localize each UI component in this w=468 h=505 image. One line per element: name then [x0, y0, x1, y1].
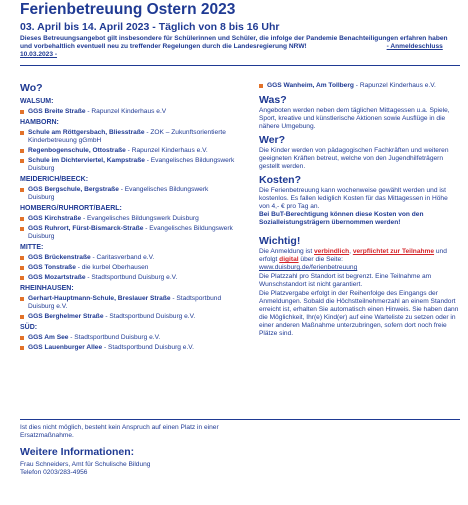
school-name: Regenbogenschule, Ottostraße [28, 147, 126, 154]
school-name: Schule am Röttgersbach, Bliesstraße [28, 129, 145, 136]
list-item [20, 334, 235, 342]
contact-line-2: Telefon 0203/283-4956 [20, 469, 88, 476]
wichtig-text-c: und erfolgt [259, 248, 447, 263]
district-heading: MEIDERICH/BEECK: [20, 176, 89, 183]
location-entry [28, 147, 208, 155]
location-entry [28, 274, 177, 282]
list-item [20, 129, 235, 145]
district-heading: SÜD: [20, 324, 38, 331]
provider: - Evangelisches Bildungswerk Duisburg [28, 186, 209, 201]
list-item [20, 313, 235, 321]
school-name: GGS Brückenstraße [28, 254, 91, 261]
bullet-icon [20, 227, 24, 231]
provider: - Stadtsportbund Duisburg e.V. [28, 295, 222, 310]
bullet-icon [20, 188, 24, 192]
list-item [20, 344, 235, 352]
wo-heading: Wo? [20, 82, 43, 94]
wichtig-red-verbindlich: verbindlich [313, 248, 350, 255]
list-item [20, 264, 235, 272]
bullet-icon [20, 266, 24, 270]
location-sections [20, 98, 235, 352]
bullet-icon [20, 256, 24, 260]
top-divider [20, 65, 460, 66]
provider: - Rapunzel Kinderhaus e.V. [353, 82, 436, 89]
provider: - Stadtsportbund Duisburg e.V. [103, 313, 196, 320]
location-entry [28, 344, 194, 352]
wer-text: Die Kinder werden von pädagogischen Fachkräften und weiteren geeigneten Kräften betreut, welche von den Jugendhilfeträgern gestellt werden. [259, 147, 449, 170]
list-item [20, 274, 235, 282]
location-entry [28, 295, 235, 311]
provider: - Stadtsportbund Duisburg e.V. [68, 334, 161, 341]
school-name: GGS Kirchstraße [28, 215, 82, 222]
provider: - die kurbel Oberhausen [75, 264, 149, 271]
info-heading: Weitere Informationen: [20, 446, 135, 458]
location-entry [28, 334, 160, 342]
bullet-icon [20, 131, 24, 135]
provider: - Stadtsportbund Duisburg e.V. [102, 344, 194, 351]
school-name: GGS Berghelmer Straße [28, 313, 104, 320]
list-item [20, 295, 235, 311]
bottom-divider [20, 419, 460, 420]
location-entry [267, 82, 436, 90]
registration-deadline: - Anmeldeschluss 10.03.2023 - [20, 43, 443, 58]
bullet-icon [20, 276, 24, 280]
location-entry [28, 254, 154, 262]
bullet-icon [20, 315, 24, 319]
wichtig-red-digital: digital [279, 256, 299, 263]
date-subtitle: 03. April bis 14. April 2023 - Täglich von 8 bis 16 Uhr [20, 21, 280, 33]
bullet-icon [20, 159, 24, 163]
bullet-icon [20, 297, 24, 301]
page-title: Ferienbetreuung Ostern 2023 [20, 1, 236, 18]
intro-text: Dieses Betreuungsangebot gilt insbesondere für Schülerinnen und Schüler, die infolge der Pandemie Benachteiligungen erfahren haben und vorbehaltlich eventuell neu zu treffender Regelungen durch die Landesregierung NRW! [20, 35, 448, 50]
school-name: GGS Tonstraße [28, 264, 76, 271]
provider: - Evangelisches Bildungswerk Duisburg [81, 215, 199, 222]
district-heading: HOMBERG/RUHRORT/BAERL: [20, 205, 122, 212]
wichtig-paragraph-3: Die Platzvergabe erfolgt in der Reihenfolge des Eingangs der Anmeldungen. Sobald die Höchstteilnehmerzahl an einem Standort erreicht ist, erhalten Sie automatisch einen Hinweis. Sie haben dann die Möglichkeit, Ihr(e) Kind(er) auf eine Warteliste zu setzen oder in einer anderen Maßnahme unterzubringen, sofern dort noch freie Plätze sind. [259, 290, 459, 337]
list-item [20, 215, 235, 223]
kosten-text: Die Ferienbetreuung kann wochenweise gewählt werden und ist kostenlos. Es fallen lediglich Kosten für das Mittagessen in Höhe von 4,- € pro Tag an. [259, 187, 448, 210]
district-heading: RHEINHAUSEN: [20, 285, 74, 292]
contact-info [20, 461, 150, 477]
wichtig-text-b: , [349, 248, 353, 255]
bullet-icon [20, 217, 24, 221]
list-item [20, 108, 235, 116]
list-item [20, 225, 235, 241]
right-column [259, 80, 459, 338]
location-entry [28, 313, 195, 321]
district-heading: WALSUM: [20, 98, 54, 105]
provider: - Evangelisches Bildungswerk Duisburg [28, 225, 233, 240]
location-entry [28, 225, 235, 241]
location-entry [28, 108, 166, 116]
location-entry [28, 215, 199, 223]
intro-paragraph [20, 35, 460, 59]
school-name: GGS Breite Straße [28, 108, 86, 115]
wichtig-red-teilnahme: verpflichtet zur Teilnahme [352, 248, 435, 255]
provider: - Rapunzel Kinderhaus e.V [85, 108, 167, 115]
wichtig-paragraph-1 [259, 248, 459, 272]
school-name: GGS Ruhrort, Fürst-Bismarck-Straße [28, 225, 144, 232]
location-entry [28, 186, 235, 202]
location-entry [28, 157, 235, 173]
school-name: GGS Am See [28, 334, 69, 341]
was-text: Angeboten werden neben dem täglichen Mittagessen u.a. Spiele, Sport, kreative und künstlerische Aktionen sowie Ausflüge in die nähere Umgebung. [259, 107, 450, 130]
wichtig-heading: Wichtig! [259, 235, 301, 247]
location-entry [28, 129, 235, 145]
list-item [20, 157, 235, 173]
provider: - Caritasverband e.V. [90, 254, 155, 261]
bullet-icon [20, 336, 24, 340]
kosten-bold-text: Bei BuT-Berechtigung können diese Kosten von den Sozialleistungsträgern übernommen werden! [259, 211, 424, 226]
school-name: GGS Lauenburger Allee [28, 344, 103, 351]
left-column [20, 82, 235, 352]
school-name: GGS Wanheim, Am Tollberg [267, 82, 354, 89]
provider: - Rapunzel Kinderhaus e.V. [125, 147, 208, 154]
district-heading: HAMBORN: [20, 119, 59, 126]
provider: - Evangelisches Bildungswerk Duisburg [28, 157, 235, 172]
bottom-note: Ist dies nicht möglich, besteht kein Anspruch auf einen Platz in einer Ersatzmaßnahme. [20, 424, 219, 439]
list-item [20, 186, 235, 202]
wichtig-paragraph-2: Die Platzzahl pro Standort ist begrenzt. Eine Teilnahme am Wunschstandort ist nicht garantiert. [259, 273, 432, 288]
bullet-icon [259, 84, 263, 88]
school-name: Gerhart-Hauptmann-Schule, Breslauer Straße [28, 295, 171, 302]
provider: - ZOK – Zukunftsorientierte Kinderbetreuung gGmbH [28, 129, 226, 144]
school-name: GGS Bergschule, Bergstraße [28, 186, 119, 193]
bullet-icon [20, 110, 24, 114]
bullet-icon [20, 346, 24, 350]
school-name: GGS Mozartstraße [28, 274, 86, 281]
registration-link[interactable]: www.duisburg.de/ferienbetreuung [259, 264, 358, 271]
district-heading: MITTE: [20, 244, 44, 251]
was-heading: Was? [259, 94, 287, 106]
wer-heading: Wer? [259, 134, 286, 146]
wichtig-text-a: Die Anmeldung ist [259, 248, 314, 255]
wichtig-text-d: über die Seite: [298, 256, 343, 263]
provider: - Stadtsportbund Duisburg e.V. [85, 274, 178, 281]
list-item [20, 254, 235, 262]
location-entry [28, 264, 148, 272]
school-name: Schule im Dichterviertel, Kampstraße [28, 157, 145, 164]
bullet-icon [20, 149, 24, 153]
list-item [259, 82, 459, 90]
kosten-heading: Kosten? [259, 174, 301, 186]
contact-line-1: Frau Schneiders, Amt für Schulische Bildung [20, 461, 151, 468]
list-item [20, 147, 235, 155]
